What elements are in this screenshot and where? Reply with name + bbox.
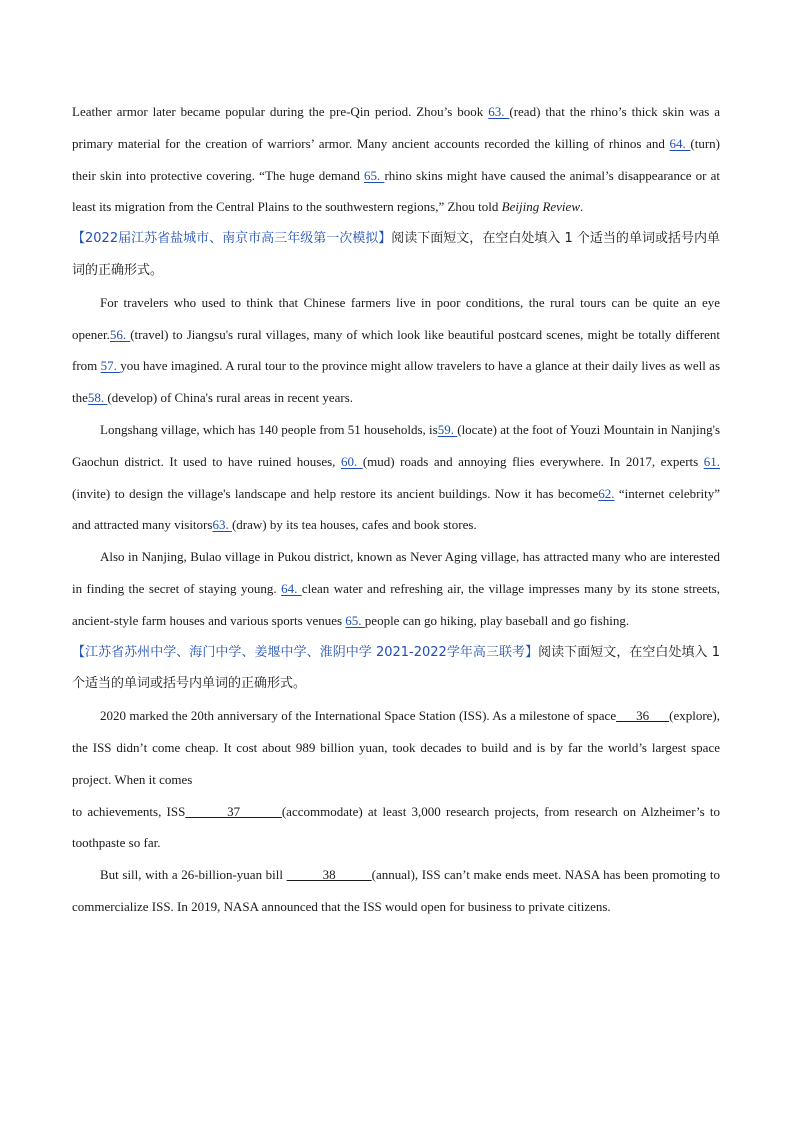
- blank-65: 65.: [364, 167, 385, 183]
- paragraph-bulao: Also in Nanjing, Bulao village in Pukou district, known as Never Aging village, has attracted many who are interested in finding the secret of staying young. 64. clean water and refreshing air, the village impresses many by its stone streets, ancient-style farm houses and various sports venues 65. people can go hiking, play baseball and go fishing.: [72, 549, 720, 628]
- paragraph-rural-tours: For travelers who used to think that Chinese farmers live in poor conditions, the rural tours can be quite an eye opener.56. (travel) to Jiangsu's rural villages, many of which look like beautiful postcard scenes, might be totally different from 57. you have imagined. A rural tour to the province might allow travelers to have a glance at their daily lives as well as the58. (develop) of China's rural areas in recent years.: [72, 294, 720, 406]
- section-instruction-1: 阅读下面短文，在空白处填入 1 个适当的单词或括号内单词的正确形式。: [72, 231, 720, 278]
- blank-61: 61.: [703, 453, 721, 469]
- section-source-2: 【江苏省苏州中学、海门中学、姜堰中学、淮阴中学 2021-2022学年高三联考】: [72, 644, 539, 660]
- paragraph-iss: 2020 marked the 20th anniversary of the International Space Station (ISS). As a milestone of space 36 (explore), the ISS didn’t come cheap. It cost about 989 billion yuan, took decades to build and is by far the world’s largest space project. When it comes: [72, 708, 721, 787]
- section-source-1: 【2022届江苏省盐城市、南京市高三年级第一次模拟】: [72, 231, 392, 247]
- blank-63b: 63.: [212, 517, 232, 533]
- blank-57: 57.: [100, 358, 121, 374]
- section-instruction-2: 阅读下面短文，在空白处填入 1 个适当的单词或括号内单词的正确形式。: [72, 644, 720, 692]
- blank-37: 37: [185, 803, 282, 819]
- paragraph-longshang: Longshang village, which has 140 people from 51 households, is59. (locate) at the foot of Youzi Mountain in Nanjing's Gaochun district. It used to have ruined houses, 60. (mud) roads and annoying flies everywhere. In 2017, experts 61. (invite) to design the village's landscape and help restore its ancient buildings. Now it has become62. “internet celebrity” and attracted many visitors63. (draw) by its tea houses, cafes and book stores.: [72, 421, 721, 533]
- blank-58: 58.: [87, 390, 108, 406]
- blank-65b: 65.: [345, 612, 365, 628]
- blank-64b: 64.: [281, 580, 302, 596]
- blank-62: 62.: [598, 485, 615, 501]
- blank-63: 63.: [488, 104, 510, 119]
- document-content: [72, 96, 720, 923]
- section-heading-1: [72, 223, 720, 287]
- blank-38: 38: [286, 867, 372, 883]
- paragraph-iss-achievements: to achievements, ISS 37 (accommodate) at least 3,000 research projects, from research on Alzheimer’s to toothpaste so far.: [72, 803, 721, 851]
- blank-64: 64.: [669, 135, 691, 151]
- blank-56: 56.: [109, 326, 131, 342]
- blank-60: 60.: [341, 453, 363, 469]
- paragraph-rhino: Leather armor later became popular during the pre-Qin period. Zhou’s book 63. (read) that the rhino’s thick skin was a primary material for the creation of warriors’ armor. Many ancient accounts recorded the killing of rhinos and 64. (turn) their skin into protective covering. “The huge demand 65. rhino skins might have caused the animal’s disappearance or at least its migration from the Central Plains to the southwestern regions,” Zhou told Beijing Review.: [72, 104, 721, 215]
- blank-59: 59.: [437, 421, 458, 437]
- paragraph-iss-cost: But sill, with a 26-billion-yuan bill 38 (annual), ISS can’t make ends meet. NASA has been promoting to commercialize ISS. In 2019, NASA announced that the ISS would open for business to private citizens.: [72, 867, 721, 914]
- publication-title: Beijing Review: [501, 199, 580, 215]
- blank-36: 36: [616, 708, 670, 724]
- section-heading-2: [72, 637, 720, 701]
